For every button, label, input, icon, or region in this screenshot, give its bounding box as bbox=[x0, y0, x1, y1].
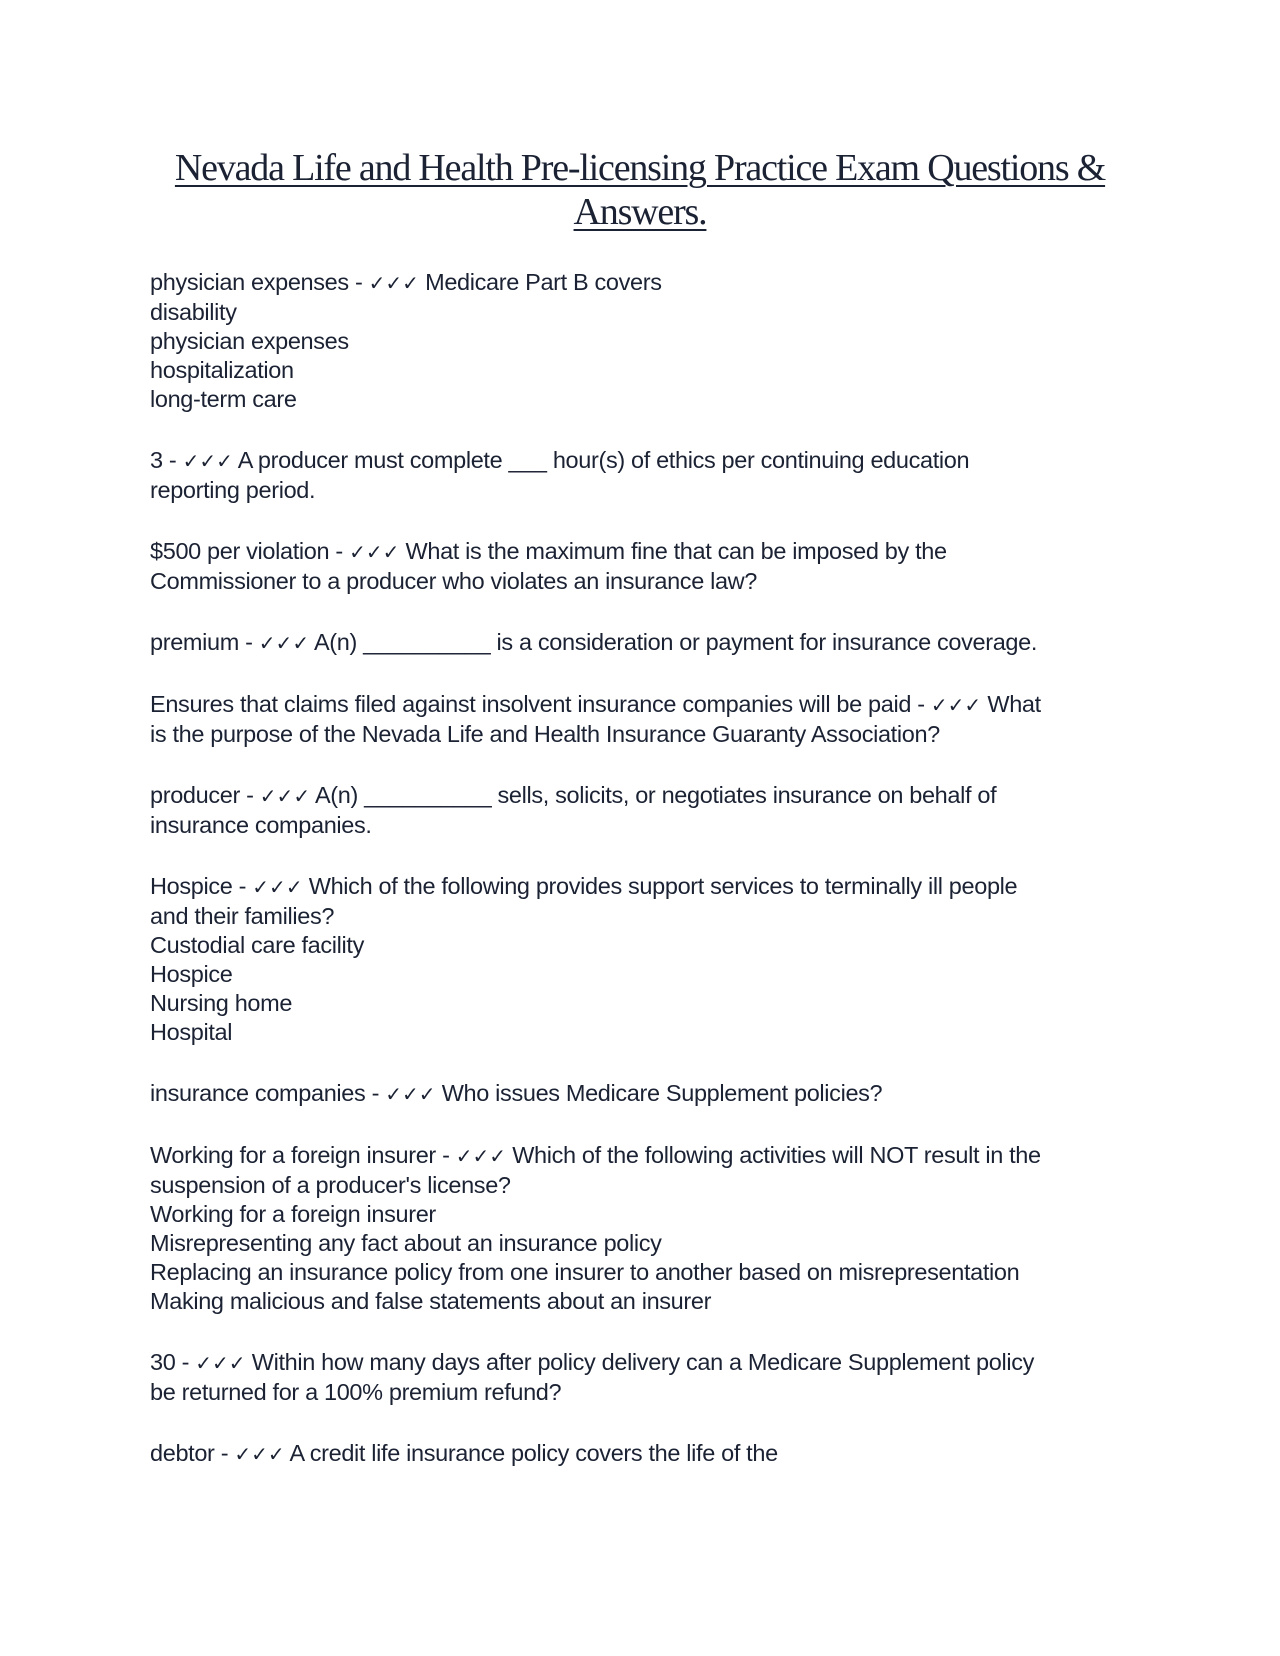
question-text: A(n) __________ sells, solicits, or negotiates insurance on behalf of bbox=[310, 782, 997, 808]
answer-text: Working for a foreign insurer - bbox=[150, 1142, 456, 1168]
qa-text-line: be returned for a 100% premium refund? bbox=[150, 1379, 562, 1405]
qa-first-line bbox=[150, 537, 1150, 567]
question-text: What is the maximum fine that can be imposed by the bbox=[399, 538, 947, 564]
answer-text: insurance companies - bbox=[150, 1080, 386, 1106]
checkmarks-icon: ✓✓✓ bbox=[252, 875, 303, 899]
title-line-2: Answers. bbox=[573, 191, 707, 233]
checkmarks-icon: ✓✓✓ bbox=[234, 1442, 285, 1466]
qa-text-line: is the purpose of the Nevada Life and Health Insurance Guaranty Association? bbox=[150, 721, 940, 747]
qa-text-line: long-term care bbox=[150, 386, 297, 412]
qa-text-line: Custodial care facility bbox=[150, 932, 364, 958]
qa-first-line bbox=[150, 1141, 1150, 1171]
qa-text-line: and their families? bbox=[150, 903, 335, 929]
qa-text-line: Nursing home bbox=[150, 990, 293, 1016]
qa-item bbox=[150, 446, 1150, 505]
qa-first-line bbox=[150, 690, 1150, 720]
answer-text: physician expenses - bbox=[150, 269, 369, 295]
qa-item bbox=[150, 537, 1150, 596]
qa-text-line: insurance companies. bbox=[150, 812, 372, 838]
qa-item bbox=[150, 781, 1150, 840]
qa-item bbox=[150, 1141, 1150, 1316]
qa-first-line bbox=[150, 1079, 1150, 1109]
answer-text: debtor - bbox=[150, 1440, 235, 1466]
answer-text: premium - bbox=[150, 629, 259, 655]
qa-item bbox=[150, 1348, 1150, 1407]
answer-text: $500 per violation - bbox=[150, 538, 350, 564]
qa-text-line: suspension of a producer's license? bbox=[150, 1172, 511, 1198]
checkmarks-icon: ✓✓✓ bbox=[258, 631, 310, 655]
qa-first-line bbox=[150, 872, 1150, 902]
qa-item bbox=[150, 628, 1150, 658]
qa-item bbox=[150, 690, 1150, 749]
checkmarks-icon: ✓✓✓ bbox=[368, 271, 419, 295]
question-text: A producer must complete ___ hour(s) of ethics per continuing education bbox=[232, 447, 970, 473]
question-text: Which of the following activities will NOT result in the bbox=[506, 1142, 1041, 1168]
checkmarks-icon: ✓✓✓ bbox=[385, 1082, 436, 1106]
question-text: Medicare Part B covers bbox=[418, 269, 662, 295]
qa-first-line bbox=[150, 781, 1150, 811]
qa-text-line: Misrepresenting any fact about an insurance policy bbox=[150, 1230, 662, 1256]
qa-item bbox=[150, 268, 1150, 414]
qa-list bbox=[150, 268, 1150, 1501]
qa-first-line bbox=[150, 1348, 1150, 1378]
qa-text-line: reporting period. bbox=[150, 477, 316, 503]
qa-first-line bbox=[150, 268, 1150, 298]
qa-first-line bbox=[150, 446, 1150, 476]
qa-item bbox=[150, 1439, 1150, 1469]
qa-text-line: disability bbox=[150, 299, 237, 325]
checkmarks-icon: ✓✓✓ bbox=[930, 693, 982, 717]
question-text: Within how many days after policy delivery can a Medicare Supplement policy bbox=[245, 1349, 1035, 1375]
qa-first-line bbox=[150, 628, 1150, 658]
question-text: A credit life insurance policy covers the life of the bbox=[284, 1440, 778, 1466]
title-line-1: Nevada Life and Health Pre-licensing Practice Exam Questions & bbox=[174, 147, 1106, 189]
qa-text-line: Making malicious and false statements about an insurer bbox=[150, 1288, 712, 1314]
answer-text: Ensures that claims filed against insolvent insurance companies will be paid - bbox=[150, 691, 931, 717]
question-text: A(n) __________ is a consideration or payment for insurance coverage. bbox=[309, 629, 1038, 655]
answer-text: 30 - bbox=[150, 1349, 196, 1375]
question-text: What bbox=[981, 691, 1041, 717]
question-text: Which of the following provides support services to terminally ill people bbox=[302, 873, 1018, 899]
qa-text-line: Hospice bbox=[150, 961, 233, 987]
checkmarks-icon: ✓✓✓ bbox=[195, 1351, 246, 1375]
qa-item bbox=[150, 1079, 1150, 1109]
qa-text-line: Replacing an insurance policy from one insurer to another based on misrepresentation bbox=[150, 1259, 1020, 1285]
qa-item bbox=[150, 872, 1150, 1047]
checkmarks-icon: ✓✓✓ bbox=[455, 1144, 507, 1168]
answer-text: 3 - bbox=[150, 447, 183, 473]
qa-text-line: Hospital bbox=[150, 1019, 233, 1045]
qa-text-line: physician expenses bbox=[150, 328, 349, 354]
question-text: Who issues Medicare Supplement policies? bbox=[435, 1080, 883, 1106]
checkmarks-icon: ✓✓✓ bbox=[349, 540, 400, 564]
qa-text-line: hospitalization bbox=[150, 357, 294, 383]
checkmarks-icon: ✓✓✓ bbox=[182, 449, 233, 473]
qa-text-line: Commissioner to a producer who violates an insurance law? bbox=[150, 568, 758, 594]
qa-first-line bbox=[150, 1439, 1150, 1469]
document-title bbox=[120, 146, 1160, 234]
qa-text-line: Working for a foreign insurer bbox=[150, 1201, 436, 1227]
checkmarks-icon: ✓✓✓ bbox=[259, 784, 311, 808]
answer-text: producer - bbox=[150, 782, 260, 808]
answer-text: Hospice - bbox=[150, 873, 253, 899]
